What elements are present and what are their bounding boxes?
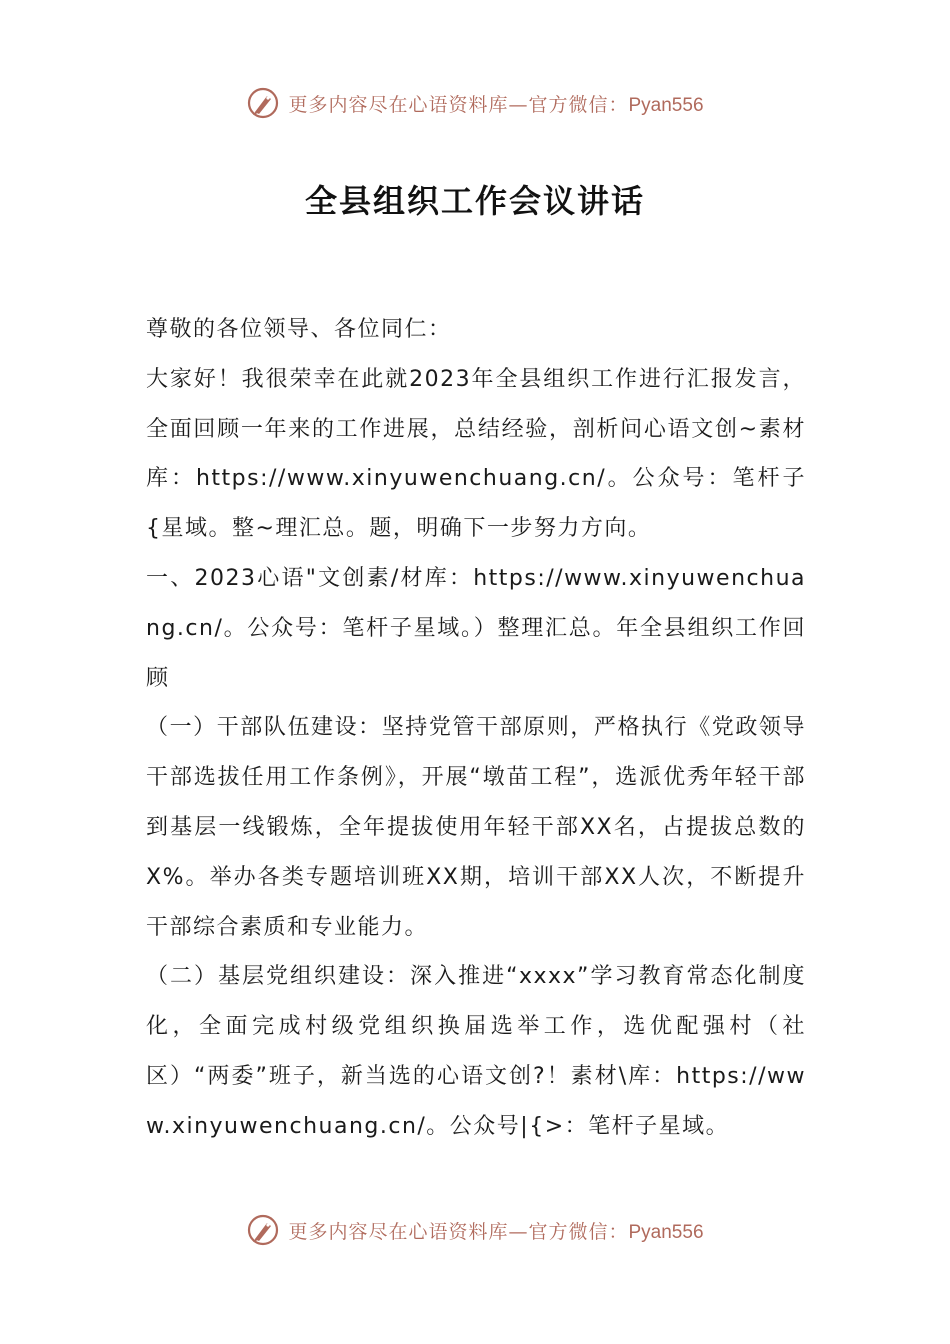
paragraph-grassroots-party: （二）基层党组织建设：深入推进“xxxx”学习教育常态化制度化，全面完成村级党组织换届选举工作，选优配强村（社区）“两委”班子，新当选的心语文创?！素材\库：https://www.xinyuwenchuang.cn/。公众号|{>：笔杆子星域。 xyxy=(146,964,806,1139)
pen-nib-logo-icon xyxy=(246,86,280,120)
pen-nib-logo-icon xyxy=(246,1213,280,1247)
header-watermark-slogan: 更多内容尽在心语资料库—官方微信： xyxy=(288,93,629,116)
header-watermark-text xyxy=(288,90,703,117)
header-watermark-handle: Pyan556 xyxy=(628,94,704,116)
footer-watermark-text xyxy=(288,1217,703,1244)
footer-watermark-banner xyxy=(0,1210,950,1250)
footer-watermark-handle: Pyan556 xyxy=(628,1221,704,1243)
header-watermark-banner xyxy=(0,83,950,123)
paragraph-cadre-team: （一）干部队伍建设：坚持党管干部原则，严格执行《党政领导干部选拔任用工作条例》，开展“墩苗工程”，选派优秀年轻干部到基层一线锻炼，全年提拔使用年轻干部XX名，占提拔总数的X%。举办各类专题培训班XX期，培训干部XX人次，不断提升干部综合素质和专业能力。 xyxy=(146,715,806,940)
paragraph-intro: 大家好！我很荣幸在此就2023年全县组织工作进行汇报发言，全面回顾一年来的工作进展，总结经验，剖析问心语文创~素材库：https://www.xinyuwenchuang.cn/。公众号：笔杆子{星域。整~理汇总。题，明确下一步努力方向。 xyxy=(146,366,806,542)
document-title: 全县组织工作会议讲话 xyxy=(304,182,645,220)
paragraph-section-heading: 一、2023心语"文创素/材库：https://www.xinyuwenchuang.cn/。公众号：笔杆子星域。）整理汇总。年全县组织工作回顾 xyxy=(146,565,806,691)
document-body xyxy=(146,305,806,1152)
paragraph-greeting: 尊敬的各位领导、各位同仁： xyxy=(146,317,452,342)
footer-watermark-slogan: 更多内容尽在心语资料库—官方微信： xyxy=(288,1220,629,1243)
